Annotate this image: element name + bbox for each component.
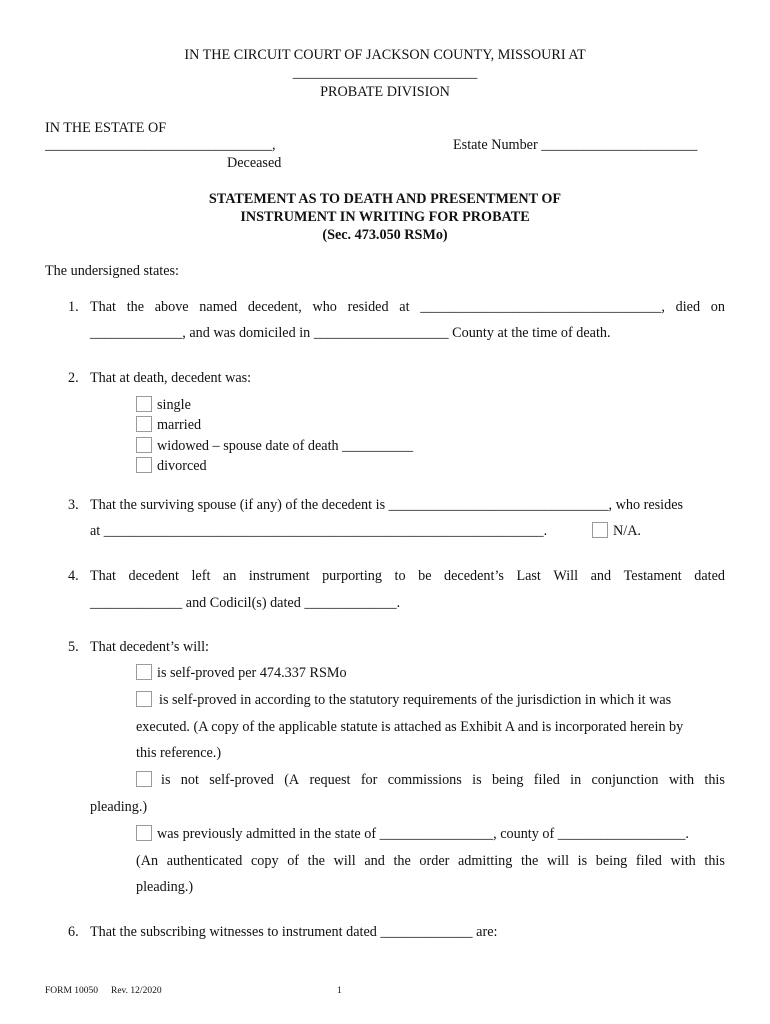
item-5-number: 5. xyxy=(68,639,79,655)
item-6-number: 6. xyxy=(68,924,79,940)
word: this xyxy=(704,853,725,869)
item-2-text: That at death, decedent was: xyxy=(90,370,252,386)
footer-revision: Rev. 12/2020 xyxy=(111,986,162,996)
word: the xyxy=(307,853,325,869)
item-5-text: That decedent’s will: xyxy=(90,639,209,655)
word: resided xyxy=(347,299,389,315)
item-3-number: 3. xyxy=(68,497,79,513)
word: the xyxy=(126,299,145,315)
word: Will xyxy=(553,568,579,584)
deceased-label: Deceased xyxy=(227,155,282,171)
checkbox-divorced[interactable] xyxy=(136,457,152,473)
word: for xyxy=(360,772,378,788)
word: That xyxy=(90,568,116,584)
item-4-number: 4. xyxy=(68,568,79,584)
word: the xyxy=(520,853,539,869)
word: with xyxy=(670,853,696,869)
item-4-line-2: _____________ and Codicil(s) dated _____________. xyxy=(90,595,401,611)
item-3-line-1: That the surviving spouse (if any) of the decedent is _______________________________, who resides xyxy=(90,497,684,513)
word: will xyxy=(546,853,570,869)
item-1-number: 1. xyxy=(68,299,79,315)
word: self-proved xyxy=(209,772,274,788)
word: will xyxy=(333,853,356,869)
word: an xyxy=(222,568,237,584)
word: decedent xyxy=(128,568,179,584)
word: being xyxy=(595,853,628,869)
word: above xyxy=(154,299,189,315)
word: order xyxy=(419,853,450,869)
word: filed xyxy=(635,853,662,869)
court-line: IN THE CIRCUIT COURT OF JACKSON COUNTY, MISSOURI AT xyxy=(184,47,586,63)
word: admitting xyxy=(457,853,513,869)
word: named xyxy=(199,299,238,315)
option-self-proved-jurisdiction-line-3: this reference.) xyxy=(136,745,222,761)
option-self-proved-474: is self-proved per 474.337 RSMo xyxy=(157,665,347,681)
item-6-text: That the subscribing witnesses to instrument dated _____________ are: xyxy=(90,924,498,940)
footer-page-number: 1 xyxy=(337,986,342,996)
word: __________________________________, xyxy=(420,299,665,315)
footer-form-number: FORM 10050 xyxy=(45,986,99,996)
word: not xyxy=(180,772,199,788)
estate-of-label: IN THE ESTATE OF xyxy=(45,120,167,136)
option-not-self-proved-line-2: pleading.) xyxy=(90,799,148,815)
word: (A xyxy=(284,772,300,788)
checkbox-self-proved-474[interactable] xyxy=(136,664,152,680)
probate-division: PROBATE DIVISION xyxy=(320,84,450,100)
item-4-line-1 xyxy=(90,568,725,586)
word: left xyxy=(191,568,211,584)
option-widowed: widowed – spouse date of death __________ xyxy=(157,438,414,454)
word: of xyxy=(287,853,300,869)
checkbox-married[interactable] xyxy=(136,416,152,432)
checkbox-not-self-proved[interactable] xyxy=(136,771,152,787)
form-title-statute: (Sec. 473.050 RSMo) xyxy=(322,227,448,243)
word: (An xyxy=(136,853,159,869)
word: filed xyxy=(533,772,560,788)
court-location-blank: __________________________ xyxy=(292,65,478,81)
word: is xyxy=(161,772,171,788)
word: request xyxy=(309,772,351,788)
word: conjunction xyxy=(591,772,659,788)
word: purporting xyxy=(322,568,382,584)
word: decedent, xyxy=(247,299,302,315)
option-na: N/A. xyxy=(613,523,641,539)
word: and xyxy=(590,568,612,584)
word: That xyxy=(90,299,116,315)
option-self-proved-jurisdiction-line-2: executed. (A copy of the applicable statute is attached as Exhibit A and is incorporated herein by xyxy=(136,719,684,735)
option-previously-admitted-line-2 xyxy=(136,853,725,871)
word: is xyxy=(577,853,588,869)
word: who xyxy=(312,299,337,315)
checkbox-widowed[interactable] xyxy=(136,437,152,453)
estate-number-field: Estate Number ______________________ xyxy=(453,137,698,153)
checkbox-single[interactable] xyxy=(136,396,152,412)
word: at xyxy=(399,299,410,315)
word: the xyxy=(393,853,411,869)
checkbox-self-proved-jurisdiction[interactable] xyxy=(136,691,152,707)
word: instrument xyxy=(248,568,310,584)
word: in xyxy=(570,772,582,788)
item-1-line-1 xyxy=(90,299,725,317)
decedent-name-blank: ________________________________, xyxy=(45,137,276,153)
form-title-line1: STATEMENT AS TO DEATH AND PRESENTMENT OF xyxy=(208,191,562,207)
item-2-number: 2. xyxy=(68,370,79,386)
intro-text: The undersigned states: xyxy=(45,263,179,279)
word: commissions xyxy=(387,772,462,788)
option-previously-admitted-line-1: was previously admitted in the state of ________________, county of __________________. xyxy=(157,826,689,842)
word: is xyxy=(472,772,482,788)
word: decedent’s xyxy=(444,568,504,584)
word: being xyxy=(491,772,524,788)
item-3-line-2: at ______________________________________________________________. xyxy=(90,523,548,539)
form-title-line2: INSTRUMENT IN WRITING FOR PROBATE xyxy=(240,209,530,225)
checkbox-na[interactable] xyxy=(592,522,608,538)
word: Testament xyxy=(623,568,682,584)
word: dated xyxy=(694,568,725,584)
word: copy xyxy=(250,853,279,869)
checkbox-previously-admitted[interactable] xyxy=(136,825,152,841)
option-married: married xyxy=(157,417,202,433)
item-1-line-2: _____________, and was domiciled in ___________________ County at the time of death. xyxy=(90,325,611,341)
word: this xyxy=(704,772,725,788)
word: and xyxy=(364,853,385,869)
word: Last xyxy=(516,568,541,584)
option-previously-admitted-line-3: pleading.) xyxy=(136,879,194,895)
option-not-self-proved-line-1 xyxy=(161,772,725,790)
option-divorced: divorced xyxy=(157,458,207,474)
word: on xyxy=(710,299,725,315)
word: be xyxy=(418,568,432,584)
option-single: single xyxy=(157,397,191,413)
option-self-proved-jurisdiction-line-1: is self-proved in according to the statutory requirements of the jurisdiction in which it was xyxy=(159,692,672,708)
word: authenticated xyxy=(166,853,243,869)
word: to xyxy=(394,568,406,584)
word: died xyxy=(675,299,701,315)
word: with xyxy=(668,772,695,788)
